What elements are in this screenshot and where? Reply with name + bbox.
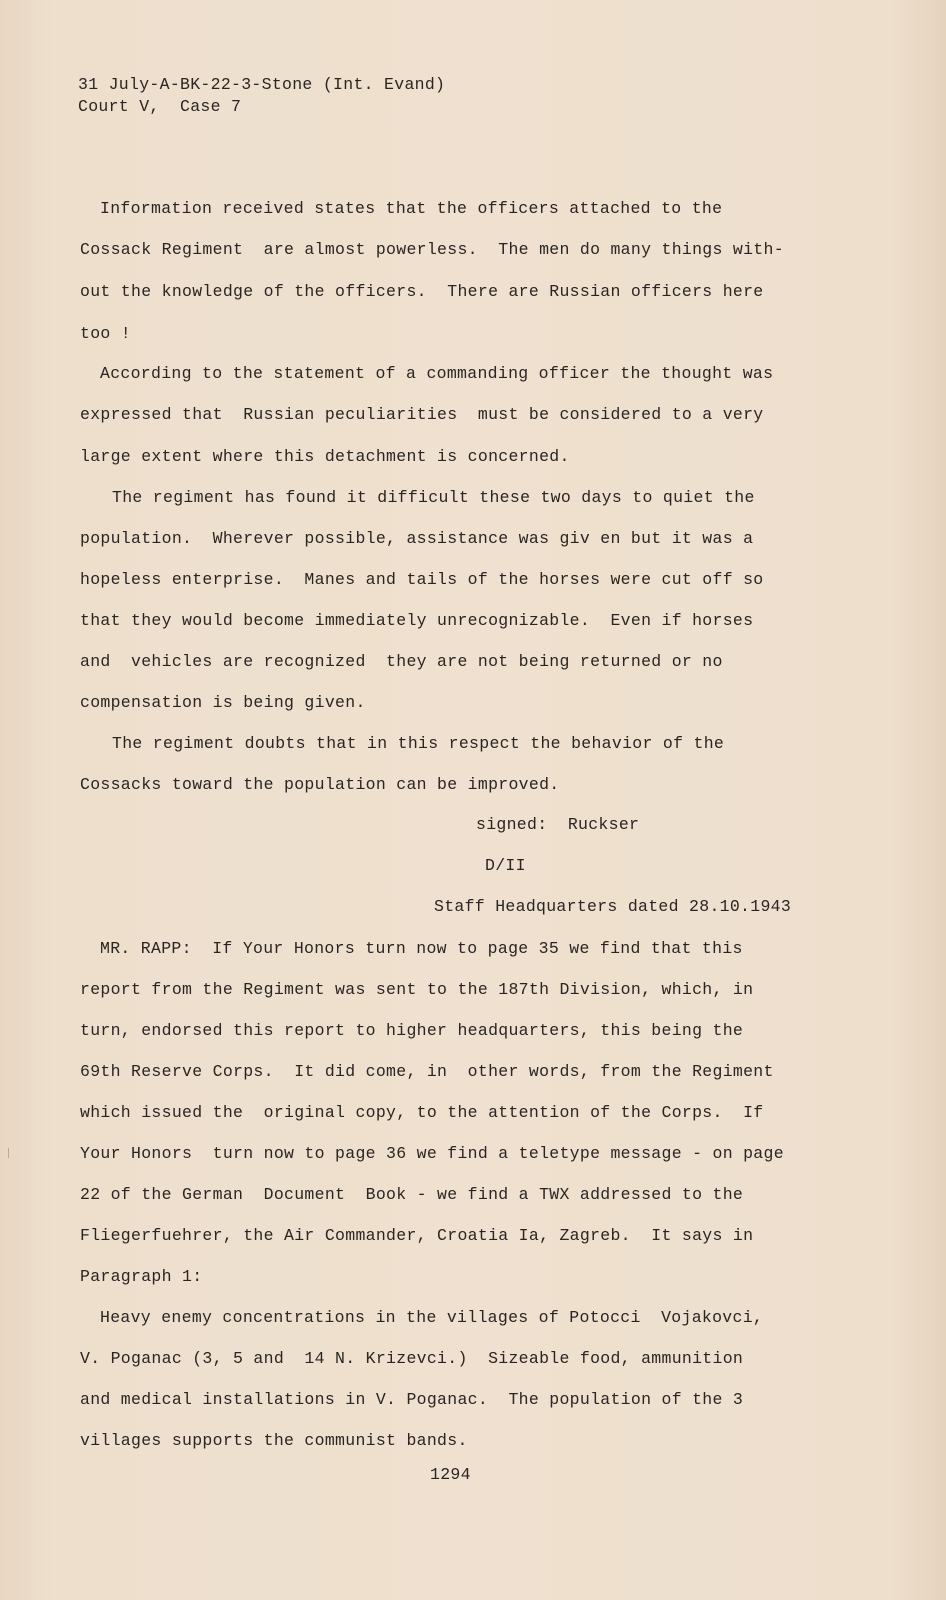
body-line: Information received states that the officers attached to the: [100, 199, 723, 218]
headquarters-date-line: Staff Headquarters dated 28.10.1943: [434, 897, 792, 916]
body-line: population. Wherever possible, assistance was giv en but it was a: [80, 529, 754, 548]
paper-edge-mark: [8, 1148, 9, 1158]
body-line: large extent where this detachment is concerned.: [80, 447, 570, 466]
testimony-line: 69th Reserve Corps. It did come, in other words, from the Regiment: [80, 1062, 774, 1081]
body-line: expressed that Russian peculiarities must be considered to a very: [80, 405, 764, 424]
testimony-line: which issued the original copy, to the attention of the Corps. If: [80, 1103, 764, 1122]
testimony-line: turn, endorsed this report to higher headquarters, this being the: [80, 1021, 744, 1040]
division-line: D/II: [485, 856, 526, 875]
page-number: 1294: [430, 1465, 471, 1484]
body-line: hopeless enterprise. Manes and tails of the horses were cut off so: [80, 570, 764, 589]
testimony-line: Paragraph 1:: [80, 1267, 203, 1286]
testimony-line: V. Poganac (3, 5 and 14 N. Krizevci.) Sizeable food, ammunition: [80, 1349, 744, 1368]
testimony-line: Your Honors turn now to page 36 we find a teletype message - on page: [80, 1144, 784, 1163]
testimony-line: report from the Regiment was sent to the 187th Division, which, in: [80, 980, 754, 999]
body-line: Cossack Regiment are almost powerless. The men do many things with-: [80, 240, 784, 259]
body-line: and vehicles are recognized they are not being returned or no: [80, 652, 723, 671]
body-line: that they would become immediately unrecognizable. Even if horses: [80, 611, 754, 630]
body-line: compensation is being given.: [80, 693, 366, 712]
testimony-line: Heavy enemy concentrations in the villages of Potocci Vojakovci,: [100, 1308, 764, 1327]
body-line: The regiment doubts that in this respect the behavior of the: [112, 734, 725, 753]
testimony-line: 22 of the German Document Book - we find a TWX addressed to the: [80, 1185, 744, 1204]
body-line: According to the statement of a commanding officer the thought was: [100, 364, 774, 383]
signature-line: signed: Ruckser: [476, 815, 640, 834]
body-line: Cossacks toward the population can be improved.: [80, 775, 560, 794]
testimony-line: MR. RAPP: If Your Honors turn now to page 35 we find that this: [100, 939, 743, 958]
testimony-line: and medical installations in V. Poganac. The population of the 3: [80, 1390, 744, 1409]
testimony-line: villages supports the communist bands.: [80, 1431, 468, 1450]
body-line: The regiment has found it difficult these two days to quiet the: [112, 488, 755, 507]
case-header-line-1: 31 July-A-BK-22-3-Stone (Int. Evand): [78, 75, 446, 94]
body-line: out the knowledge of the officers. There are Russian officers here: [80, 282, 764, 301]
testimony-line: Fliegerfuehrer, the Air Commander, Croatia Ia, Zagreb. It says in: [80, 1226, 754, 1245]
case-header-line-2: Court V, Case 7: [78, 97, 242, 116]
body-line: too !: [80, 324, 132, 343]
